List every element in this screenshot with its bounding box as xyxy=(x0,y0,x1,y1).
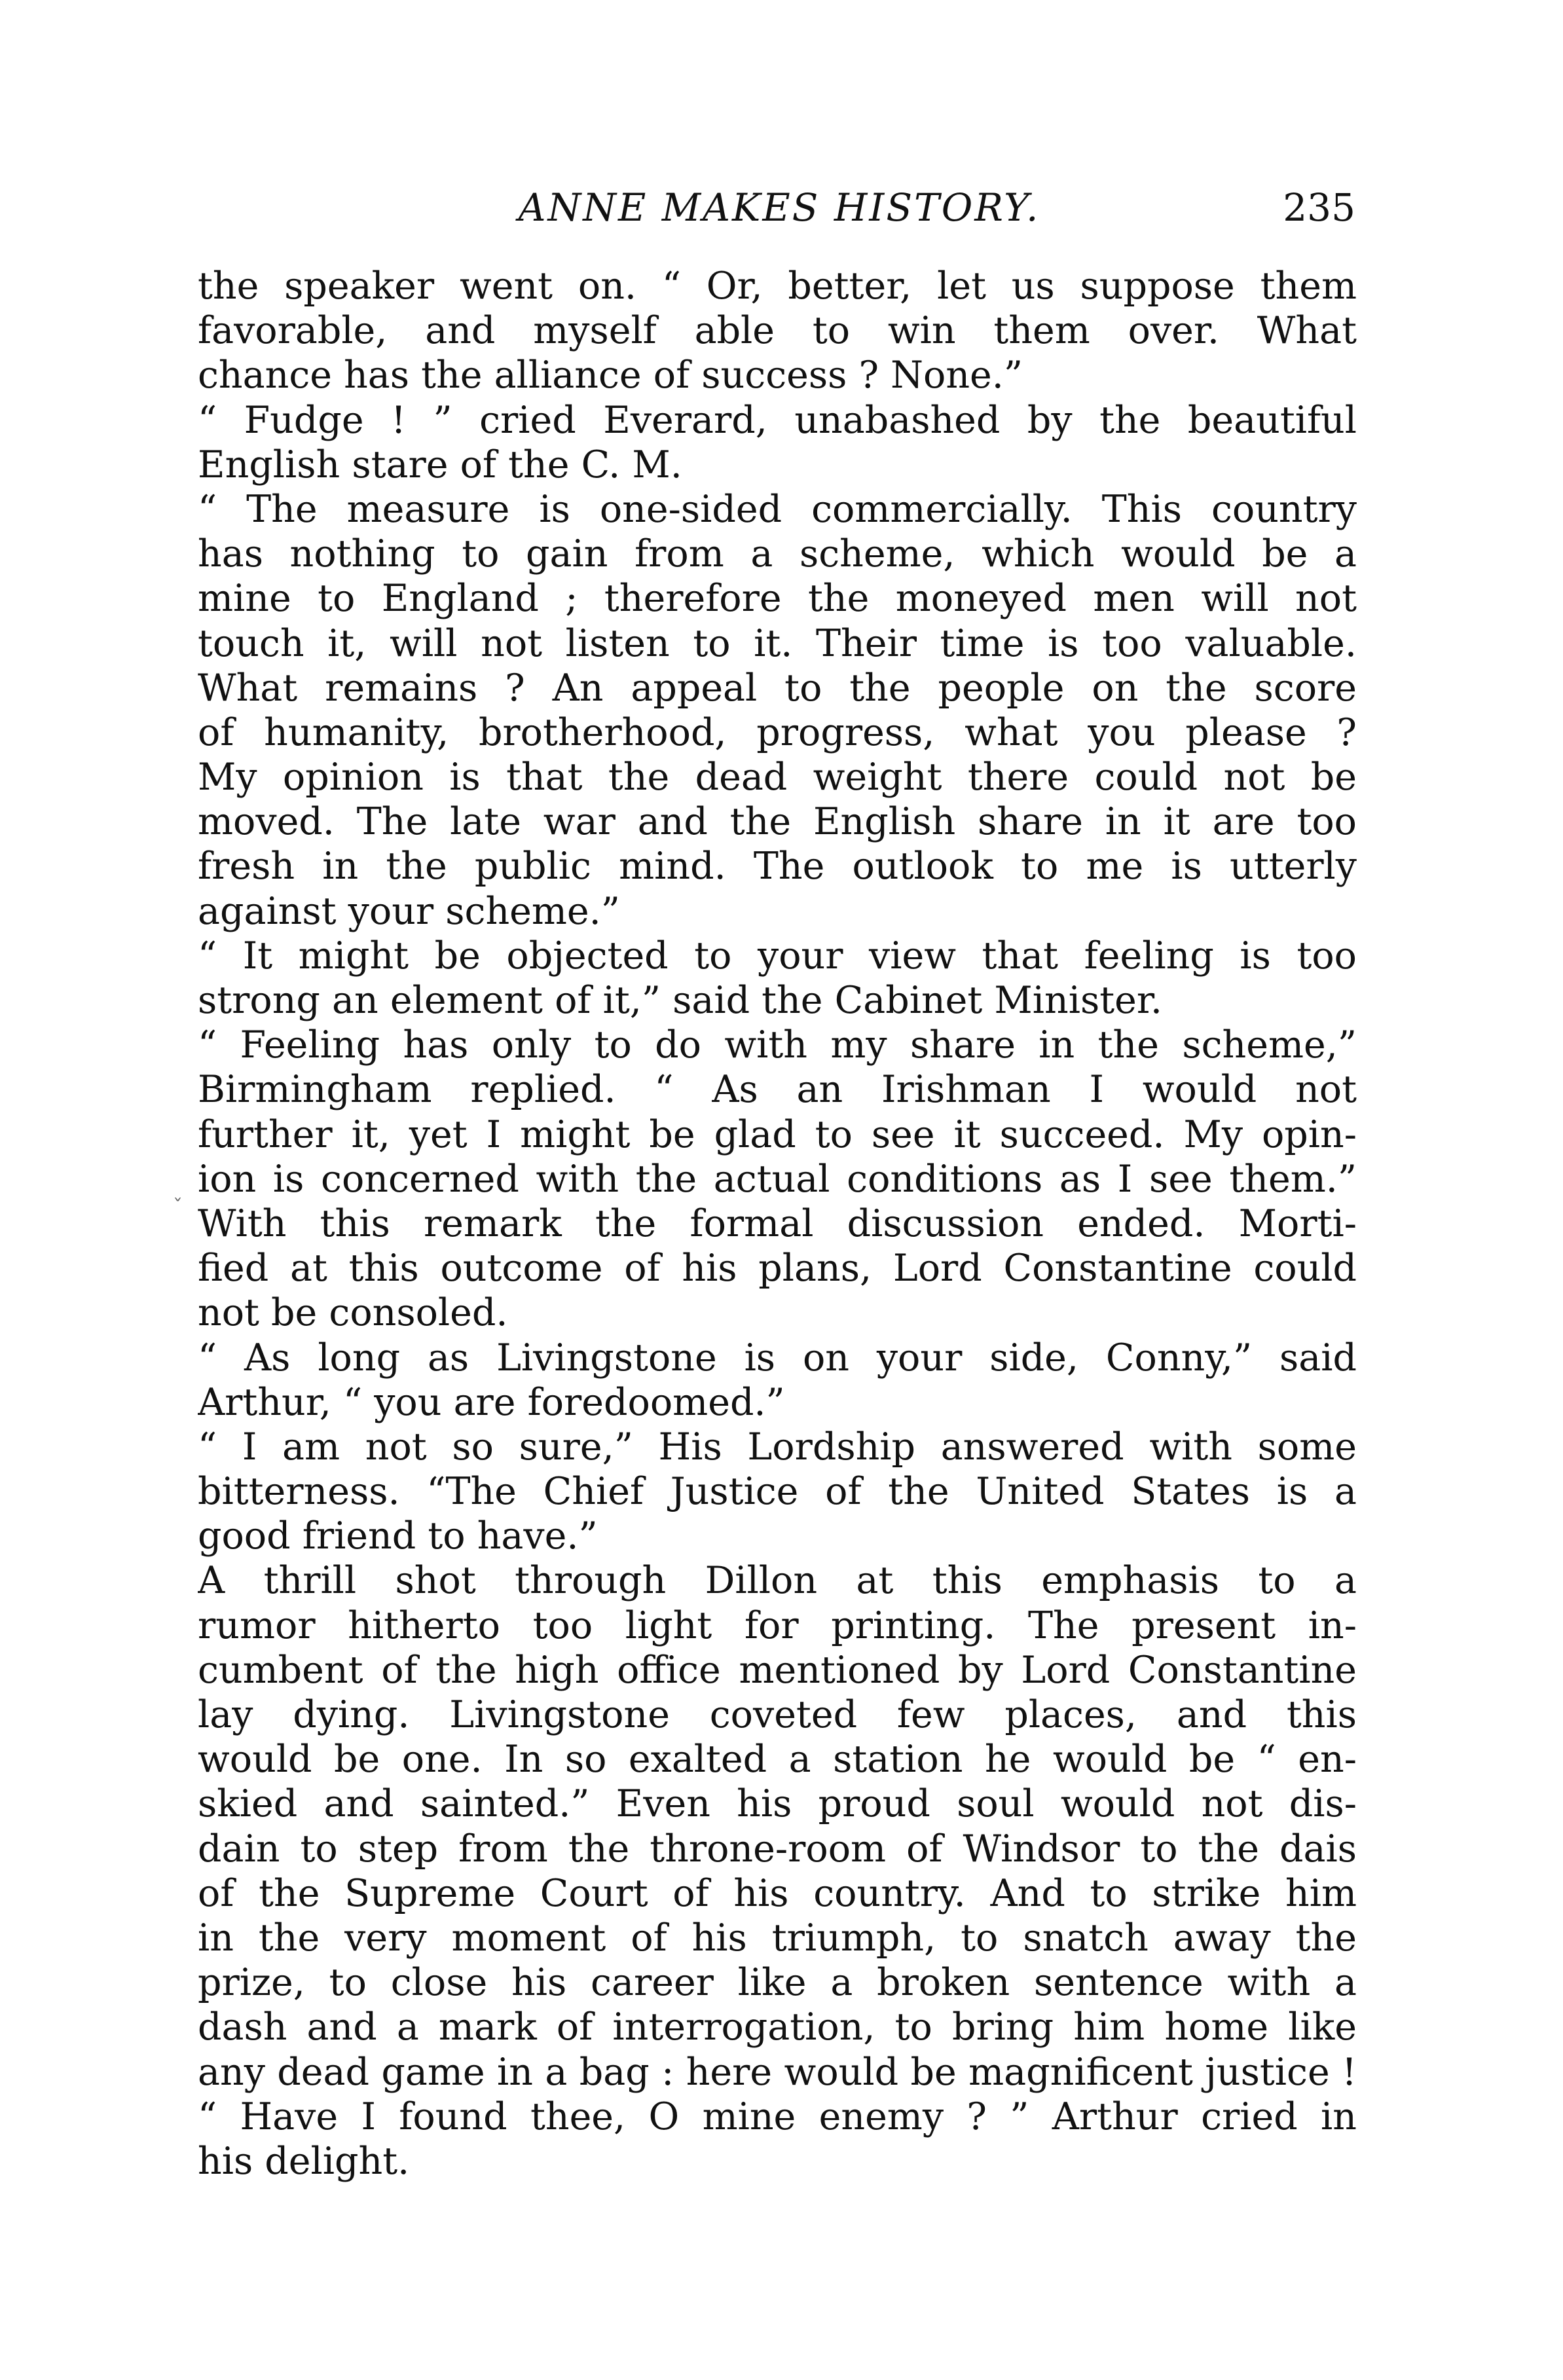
stray-margin-mark: ˇ xyxy=(173,1196,183,1218)
text-line: prize, to close his career like a broken sentence with a xyxy=(198,1961,1357,2005)
text-line: bitterness. “The Chief Justice of the United States is a xyxy=(198,1470,1357,1514)
text-line: “ As long as Livingstone is on your side, Conny,” said xyxy=(198,1336,1357,1380)
text-line: the speaker went on. “ Or, better, let us suppose them xyxy=(198,265,1357,308)
text-line: With this remark the formal discussion ended. Morti- xyxy=(198,1201,1357,1245)
text-line: “ It might be objected to your view that feeling is too xyxy=(198,934,1357,978)
text-line: fied at this outcome of his plans, Lord Constantine could xyxy=(198,1247,1357,1291)
text-line: English stare of the C. M. xyxy=(198,443,682,486)
text-line: touch it, will not listen to it. Their time is too valuable. xyxy=(198,621,1357,665)
text-line: of humanity, brotherhood, progress, what you please ? xyxy=(198,710,1357,754)
text-line: “ Have I found thee, O mine enemy ? ” Arthur cried in xyxy=(198,2095,1357,2138)
text-line: lay dying. Livingstone coveted few places, and this xyxy=(198,1693,1357,1736)
text-line: “ I am not so sure,” His Lordship answered with some xyxy=(198,1425,1357,1469)
text-line: “ The measure is one-sided commercially. This country xyxy=(198,487,1357,531)
text-line: ion is concerned with the actual conditions as I see them.” xyxy=(198,1157,1357,1201)
text-line: dash and a mark of interrogation, to bring him home like xyxy=(198,2005,1357,2049)
text-line: has nothing to gain from a scheme, which would be a xyxy=(198,532,1357,576)
text-line: dain to step from the throne-room of Windsor to the dais xyxy=(198,1827,1357,1871)
running-head xyxy=(203,185,1355,244)
page-number: 235 xyxy=(1283,185,1355,230)
text-line: “ Fudge ! ” cried Everard, unabashed by the beautiful xyxy=(198,398,1357,442)
text-line: “ Feeling has only to do with my share in the scheme,” xyxy=(198,1023,1357,1067)
text-line: of the Supreme Court of his country. And to strike him xyxy=(198,1871,1357,1915)
text-line: good friend to have.” xyxy=(198,1514,598,1558)
text-line: mine to England ; therefore the moneyed men will not xyxy=(198,577,1357,621)
text-line: cumbent of the high office mentioned by Lord Constantine xyxy=(198,1648,1357,1692)
text-line: skied and sainted.” Even his proud soul would not dis- xyxy=(198,1782,1357,1826)
text-line: fresh in the public mind. The outlook to me is utterly xyxy=(198,845,1357,888)
text-line: chance has the alliance of success ? None.” xyxy=(198,354,1023,397)
text-line: rumor hitherto too light for printing. The present in- xyxy=(198,1603,1357,1647)
text-line: further it, yet I might be glad to see it succeed. My opin- xyxy=(198,1112,1357,1156)
text-line: in the very moment of his triumph, to snatch away the xyxy=(198,1916,1357,1960)
text-line: against your scheme.” xyxy=(198,889,620,933)
text-line: favorable, and myself able to win them over. What xyxy=(198,309,1357,353)
text-line: My opinion is that the dead weight there could not be xyxy=(198,756,1357,799)
text-line: A thrill shot through Dillon at this emphasis to a xyxy=(198,1559,1357,1603)
text-line: his delight. xyxy=(198,2139,410,2183)
text-line: not be consoled. xyxy=(198,1291,508,1335)
text-line: moved. The late war and the English share in it are too xyxy=(198,800,1357,844)
running-title: ANNE MAKES HISTORY. xyxy=(518,185,1040,230)
body-text xyxy=(198,264,1357,2184)
text-line: What remains ? An appeal to the people on the score xyxy=(198,666,1357,710)
text-line: strong an element of it,” said the Cabinet Minister. xyxy=(198,979,1162,1022)
text-line: Birmingham replied. “ As an Irishman I would not xyxy=(198,1068,1357,1112)
text-line: Arthur, “ you are foredoomed.” xyxy=(198,1380,785,1424)
text-line: any dead game in a bag : here would be magnificent justice ! xyxy=(198,2050,1357,2094)
text-line: would be one. In so exalted a station he would be “ en- xyxy=(198,1738,1357,1782)
